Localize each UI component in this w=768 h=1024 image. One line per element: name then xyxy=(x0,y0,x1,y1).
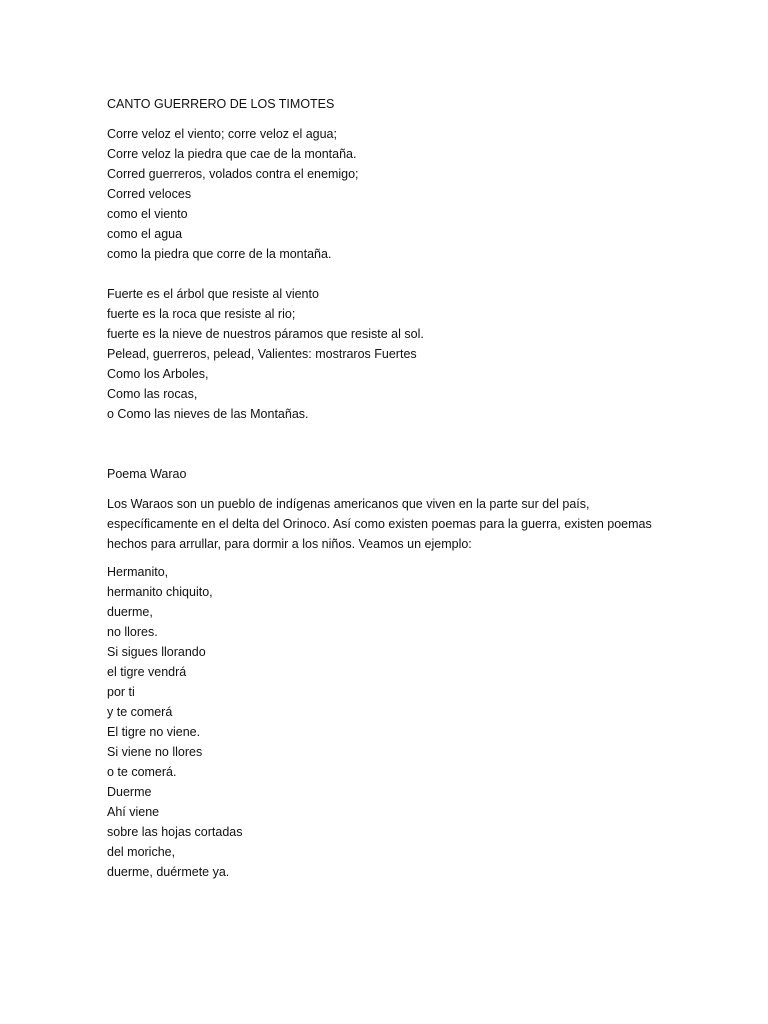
poem-line: El tigre no viene. xyxy=(107,725,201,739)
section-gap xyxy=(107,424,687,444)
section-title: Poema Warao xyxy=(107,467,187,481)
stanza-1 xyxy=(107,124,687,264)
stanza-gap xyxy=(107,264,687,284)
poem-line: el tigre vendrá xyxy=(107,665,187,679)
poem-line: fuerte es la nieve de nuestros páramos que resiste al sol. xyxy=(107,327,424,341)
stanza-2 xyxy=(107,284,687,424)
poem-line: Como los Arboles, xyxy=(107,367,209,381)
paragraph-line: específicamente en el delta del Orinoco. Así como existen poemas para la guerra, existen poemas xyxy=(107,517,652,531)
poem-line: no llores. xyxy=(107,625,158,639)
poem-line: o Como las nieves de las Montañas. xyxy=(107,407,309,421)
poem-line: duerme, duérmete ya. xyxy=(107,865,230,879)
poem-line: del moriche, xyxy=(107,845,176,859)
poem-title: CANTO GUERRERO DE LOS TIMOTES xyxy=(107,97,335,111)
poem-line: Hermanito, xyxy=(107,565,169,579)
poem-line: Ahí viene xyxy=(107,805,160,819)
poem-line: Corred guerreros, volados contra el enemigo; xyxy=(107,167,359,181)
poem-line: Corre veloz el viento; corre veloz el agua; xyxy=(107,127,337,141)
poem-line: por ti xyxy=(107,685,135,699)
poem-line: o te comerá. xyxy=(107,765,177,779)
warao-poem xyxy=(107,562,687,882)
poem-line: Si viene no llores xyxy=(107,745,203,759)
paragraph-line: Los Waraos son un pueblo de indígenas americanos que viven en la parte sur del país, xyxy=(107,497,590,511)
poem-line: como la piedra que corre de la montaña. xyxy=(107,247,332,261)
poem-line: como el agua xyxy=(107,227,183,241)
poem-line: Si sigues llorando xyxy=(107,645,206,659)
poem-line: como el viento xyxy=(107,207,188,221)
poem-line: sobre las hojas cortadas xyxy=(107,825,243,839)
poem-line: Duerme xyxy=(107,785,152,799)
poem-line: Corred veloces xyxy=(107,187,192,201)
poem-line: Pelead, guerreros, pelead, Valientes: mostraros Fuertes xyxy=(107,347,417,361)
poem-line: Como las rocas, xyxy=(107,387,198,401)
poem-line: fuerte es la roca que resiste al rio; xyxy=(107,307,296,321)
paragraph-line: hechos para arrullar, para dormir a los niños. Veamos un ejemplo: xyxy=(107,537,472,551)
poem-line: y te comerá xyxy=(107,705,173,719)
intro-paragraph xyxy=(107,494,672,554)
poem-line: Fuerte es el árbol que resiste al viento xyxy=(107,287,319,301)
poem-line: Corre veloz la piedra que cae de la montaña. xyxy=(107,147,357,161)
poem-line: hermanito chiquito, xyxy=(107,585,213,599)
document-body xyxy=(107,94,687,882)
poem-line: duerme, xyxy=(107,605,153,619)
